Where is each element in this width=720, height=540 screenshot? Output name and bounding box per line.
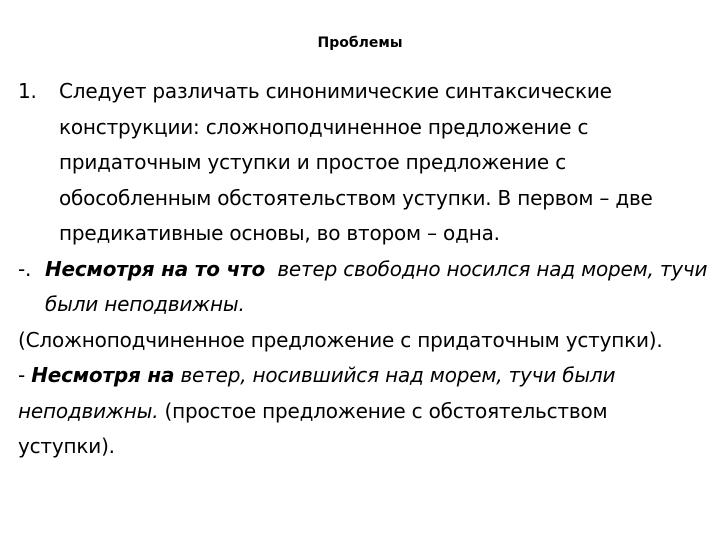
item-number: 1. <box>18 79 37 103</box>
example-2-preposition: Несмотря на <box>31 363 175 387</box>
example-2-note: (простое предложение с обстоятельством уступки). <box>18 398 608 458</box>
item-text: Следует различать синонимические синтаксические конструкции: сложноподчиненное предложение с придаточным уступки и простое предложение с обособленным обстоятельством уступки. В первом – две предикативные основы, во втором – одна. <box>59 79 653 245</box>
slide-body <box>18 74 708 465</box>
numbered-item-1 <box>18 74 708 252</box>
example-2 <box>18 358 708 465</box>
slide-title: Проблемы <box>317 35 403 51</box>
example-1-conjunction: Несмотря на то что <box>45 256 265 281</box>
note-1: (Сложноподчиненное предложение с придаточным уступки). <box>18 327 663 352</box>
example-2-dash: - <box>18 363 26 387</box>
example-1-sentence: ветер свободно носился над морем, тучи были неподвижны. <box>45 256 708 316</box>
example-1 <box>18 252 708 323</box>
example-1-dash: -. <box>18 256 32 281</box>
example-2-sentence: ветер, носившийся над морем, тучи были неподвижны. <box>18 363 616 423</box>
